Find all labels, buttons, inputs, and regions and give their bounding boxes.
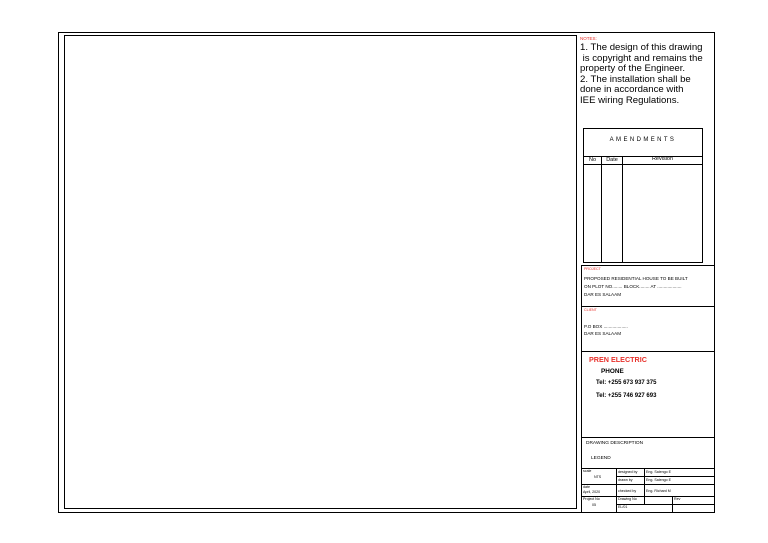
divider	[582, 306, 714, 307]
col-date-header: Date	[606, 157, 618, 163]
notes-heading: NOTES:	[580, 36, 597, 41]
date-label: date	[583, 485, 590, 489]
drawing-no-value: EL/01	[618, 505, 628, 509]
divider	[582, 496, 714, 497]
client-line: P.O BOX ...................	[584, 324, 628, 329]
note-line: 1. The design of this drawing	[580, 42, 703, 53]
drawing-area	[64, 35, 577, 509]
project-line: PROPOSED RESIDENTIAL HOUSE TO BE BUILT	[584, 276, 688, 281]
divider	[601, 156, 602, 262]
checked-by-value: Eng. Richard M	[646, 489, 671, 493]
amendments-title: AMENDMENTS	[609, 137, 677, 143]
tel-2: Tel: +255 746 927 693	[596, 393, 657, 399]
drawn-by-value: Eng. Salengo E	[646, 478, 671, 482]
title-block	[581, 265, 715, 513]
project-no-label: Project No	[583, 497, 600, 501]
designed-by-value: Eng. Salengo E	[646, 470, 671, 474]
scale-value: NTS	[594, 475, 602, 479]
divider	[622, 156, 623, 262]
client-label: CLIENT	[584, 308, 597, 312]
divider	[582, 468, 714, 469]
date-value: April, 2020	[583, 490, 601, 494]
drawing-no-label: Drawing No	[618, 497, 637, 501]
rev-label: Rev	[674, 497, 681, 501]
notes-text	[580, 43, 713, 107]
project-line: ON PLOT NO........ BLOCK........ AT ...................	[584, 284, 682, 289]
divider	[616, 468, 617, 512]
designed-by-label: designed by	[618, 470, 638, 474]
note-line: done in accordance with	[580, 84, 684, 96]
col-revision-header: Revision	[651, 156, 674, 162]
scale-label: scale	[583, 469, 592, 473]
note-line: property of the Engineer.	[580, 63, 686, 75]
divider	[672, 496, 673, 512]
divider	[644, 468, 645, 504]
divider	[616, 476, 715, 477]
notes-section	[580, 36, 713, 107]
client-line: DAR ES SALAAM	[584, 331, 622, 336]
drawing-description: LEGEND	[591, 456, 611, 461]
checked-by-label: checked by	[618, 489, 637, 493]
drawing-description-label: DRAWING DESCRIPTION	[586, 441, 644, 446]
company-name: PREN ELECTRIC	[589, 355, 647, 364]
note-line: IEE wiring Regulations.	[580, 94, 680, 106]
tel-1: Tel: +255 673 937 375	[596, 380, 657, 386]
note-line: is copyright and remains the	[580, 52, 703, 64]
project-label: PROJECT	[584, 267, 601, 271]
col-no-header: No	[588, 157, 597, 163]
note-line: 2. The installation shall be	[580, 73, 691, 85]
divider	[582, 351, 714, 352]
phone-heading: PHONE	[601, 368, 624, 375]
project-no-value: 05	[592, 503, 596, 507]
divider	[582, 484, 714, 485]
amendments-table	[583, 128, 703, 263]
drawn-by-label: drawn by	[618, 478, 633, 482]
divider	[617, 504, 715, 505]
divider	[582, 437, 714, 438]
project-line: DAR ES SALAAM	[584, 292, 622, 297]
